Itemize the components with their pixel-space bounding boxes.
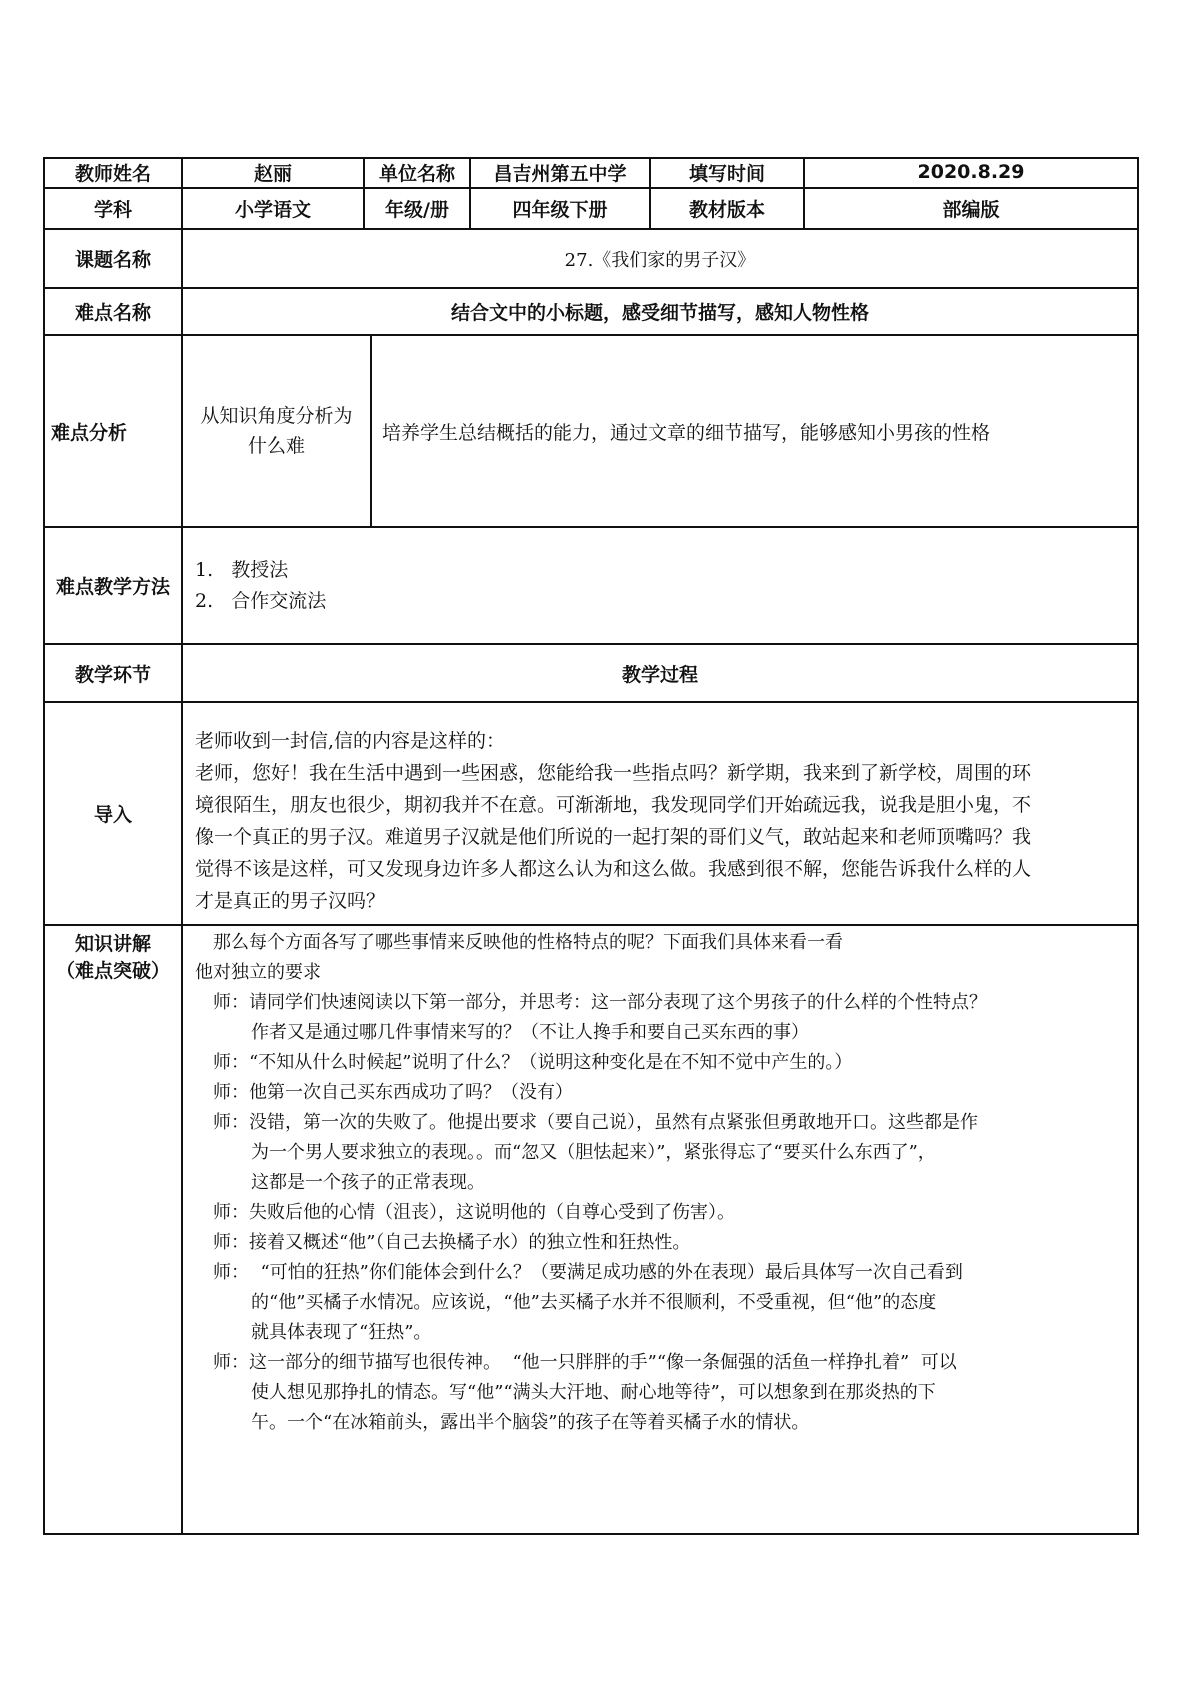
subject-label: 学科 (93, 199, 132, 221)
intro-line: 老师收到一封信,信的内容是这样的： (195, 730, 506, 752)
teaching-process-header: 教学过程 (621, 663, 698, 686)
knowledge-line: 使人想见那挣扎的情态。写“他”“满头大汗地、耐心地等待”，可以想象到在那炎热的下 (251, 1382, 936, 1403)
knowledge-line: 师：“不知从什么时候起”说明了什么？（说明这种变化是在不知不觉中产生的。） (213, 1052, 853, 1073)
knowledge-line: 作者又是通过哪几件事情来写的？（不让人搀手和要自己买东西的事） (251, 1022, 809, 1043)
teaching-stage-header: 教学环节 (74, 663, 151, 686)
intro-line: 觉得不该是这样，可又发现身边许多人都这么认为和这么做。我感到很不解，您能告诉我什么样的人 (195, 858, 1032, 880)
grade-value: 四年级下册 (512, 199, 608, 221)
knowledge-line: 的“他”买橘子水情况。应该说，“他”去买橘子水并不很顺利，不受重视，但“他”的态度 (251, 1292, 937, 1313)
knowledge-line: 这都是一个孩子的正常表现。 (251, 1172, 485, 1193)
analysis-content: 培养学生总结概括的能力，通过文章的细节描写，能够感知小男孩的性格 (382, 421, 991, 444)
intro-line: 像一个真正的男子汉。难道男子汉就是他们所说的一起打架的哥们义气，敢站起来和老师顶嘴吗？我 (195, 826, 1032, 848)
intro-line: 才是真正的男子汉吗？ (195, 890, 386, 912)
teacher-name-label: 教师姓名 (74, 162, 151, 185)
lesson-plan-table (43, 157, 1139, 1535)
intro-line: 境很陌生，朋友也很少，期初我并不在意。可渐渐地，我发现同学们开始疏远我，说我是胆小鬼，不 (195, 794, 1032, 816)
analysis-sub-label-line1: 从知识角度分析为 (200, 405, 353, 427)
grade-label: 年级/册 (385, 199, 449, 221)
analysis-sub-label (183, 336, 370, 526)
knowledge-line: 师：请同学们快速阅读以下第一部分，并思考：这一部分表现了这个男孩子的什么样的个性特点？ (213, 992, 987, 1013)
intro-label: 导入 (93, 804, 132, 826)
methods-label: 难点教学方法 (55, 576, 170, 598)
knowledge-label (45, 926, 181, 990)
knowledge-line: 师：接着又概述“他”（自己去换橘子水）的独立性和狂热性。 (213, 1232, 691, 1253)
method-item: 2. 合作交流法 (195, 589, 327, 612)
knowledge-label-line2: （难点突破） (55, 960, 170, 982)
knowledge-line: 就具体表现了“狂热”。 (251, 1322, 432, 1343)
difficulty-label: 难点名称 (74, 302, 151, 324)
methods-list (183, 528, 1137, 643)
knowledge-line: 那么每个方面各写了哪些事情来反映他的性格特点的呢？下面我们具体来看一看 (213, 932, 843, 953)
knowledge-line: 师：这一部分的细节描写也很传神。 “他一只胖胖的手”“像一条倔强的活鱼一样挣扎着” 可以 (213, 1352, 957, 1373)
unit-name-value: 昌吉州第五中学 (493, 162, 627, 185)
topic-value: 27.《我们家的男子汉》 (564, 249, 756, 271)
edition-value: 部编版 (942, 199, 1000, 221)
analysis-sub-label-line2: 什么难 (247, 435, 305, 457)
topic-label: 课题名称 (74, 249, 151, 271)
method-item: 1. 教授法 (195, 558, 289, 581)
edition-label: 教材版本 (688, 199, 765, 221)
intro-line: 老师，您好！我在生活中遇到一些困惑，您能给我一些指点吗？新学期，我来到了新学校，周围的环 (195, 762, 1032, 784)
subject-value: 小学语文 (234, 199, 311, 221)
difficulty-value: 结合文中的小标题，感受细节描写，感知人物性格 (450, 302, 869, 324)
knowledge-label-line1: 知识讲解 (74, 933, 151, 955)
fill-time-value: 2020.8.29 (917, 161, 1025, 183)
knowledge-line: 为一个男人要求独立的表现。。而“忽又（胆怯起来）”，紧张得忘了“要买什么东西了”， (251, 1142, 936, 1163)
analysis-label: 难点分析 (51, 421, 128, 444)
knowledge-line: 师：没错，第一次的失败了。他提出要求（要自己说），虽然有点紧张但勇敢地开口。这些都是作 (213, 1112, 978, 1133)
knowledge-line: 师：失败后他的心情（沮丧），这说明他的（自尊心受到了伤害）。 (213, 1202, 735, 1223)
knowledge-line: 他对独立的要求 (195, 962, 321, 983)
knowledge-line: 师：他第一次自己买东西成功了吗？（没有） (213, 1082, 573, 1103)
knowledge-line: 师： “可怕的狂热”你们能体会到什么？（要满足成功感的外在表现）最后具体写一次自己看到 (213, 1262, 963, 1283)
knowledge-line: 午。一个“在冰箱前头，露出半个脑袋”的孩子在等着买橘子水的情状。 (251, 1412, 810, 1433)
fill-time-label: 填写时间 (688, 162, 765, 185)
teacher-name-value: 赵丽 (253, 162, 292, 185)
intro-content (183, 703, 1137, 924)
knowledge-content (183, 926, 1137, 1533)
unit-name-label: 单位名称 (378, 162, 455, 185)
